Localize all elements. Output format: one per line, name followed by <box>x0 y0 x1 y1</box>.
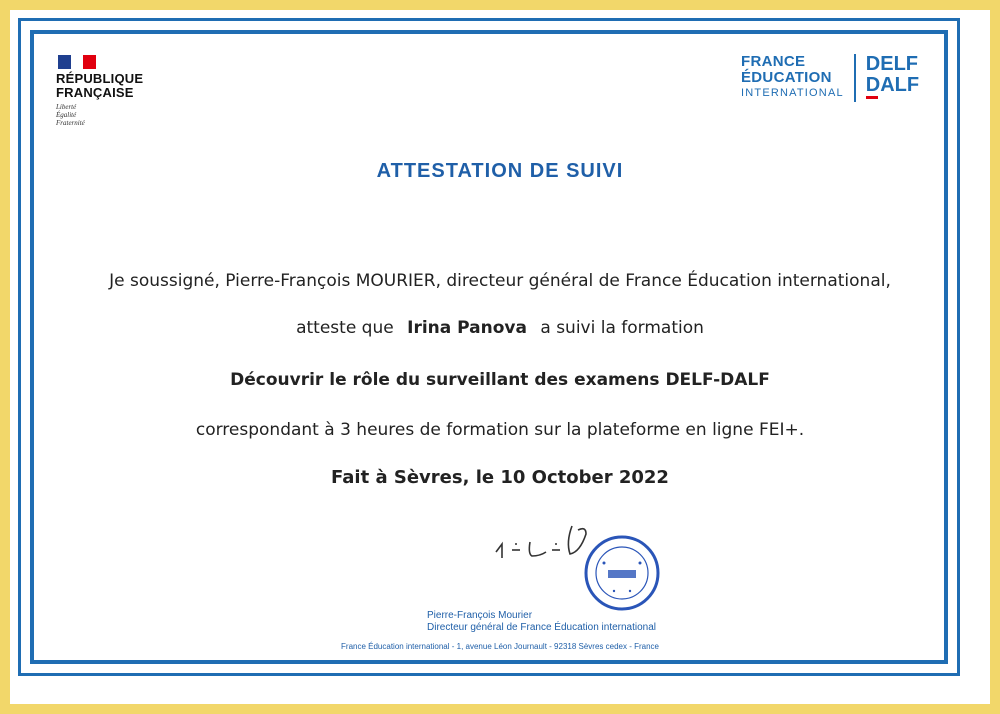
declaration-line: Je soussigné, Pierre-François MOURIER, directeur général de France Éducation international, <box>109 271 891 291</box>
motto-fraternite: Fraternité <box>56 119 85 127</box>
signer-name: Pierre-François Mourier <box>427 610 533 621</box>
signer-role: Directeur général de France Éducation international <box>427 622 657 633</box>
dalf-label: DALF <box>865 74 920 96</box>
duration-line: correspondant à 3 heures de formation sur la plateforme en ligne FEI+. <box>195 420 805 440</box>
republique-francaise-logo <box>56 55 143 127</box>
attestation-line <box>0 318 1000 338</box>
delf-dalf-logo <box>866 54 919 99</box>
delf-red-underline <box>866 96 878 99</box>
republique-name <box>56 72 143 100</box>
republique-motto <box>56 103 143 127</box>
motto-egalite: Égalité <box>56 111 77 119</box>
republique-line1: RÉPUBLIQUE <box>56 71 144 86</box>
motto-liberte: Liberté <box>56 103 77 111</box>
attestation-prefix: atteste que <box>296 318 394 338</box>
logo-separator <box>854 54 856 102</box>
place-date: Fait à Sèvres, le 10 October 2022 <box>331 467 669 488</box>
inner-border <box>30 30 948 664</box>
attestation-suffix: a suivi la formation <box>540 318 704 338</box>
signer-block <box>427 610 656 634</box>
france-education-international-logo <box>741 54 919 102</box>
republique-line2: FRANÇAISE <box>56 85 134 100</box>
french-flag-icon <box>58 55 96 69</box>
course-title: Découvrir le rôle du surveillant des examens DELF-DALF <box>230 370 770 390</box>
recipient-name: Irina Panova <box>407 318 527 338</box>
official-stamp <box>578 533 668 613</box>
fei-line2: ÉDUCATION <box>741 69 832 86</box>
fei-line3: INTERNATIONAL <box>741 87 844 99</box>
fei-line1: FRANCE <box>741 53 806 70</box>
footer-address: France Éducation international - 1, avenue Léon Journault - 92318 Sèvres cedex - France <box>341 642 659 651</box>
delf-label: DELF <box>865 53 919 75</box>
certificate-title: ATTESTATION DE SUIVI <box>376 160 624 182</box>
